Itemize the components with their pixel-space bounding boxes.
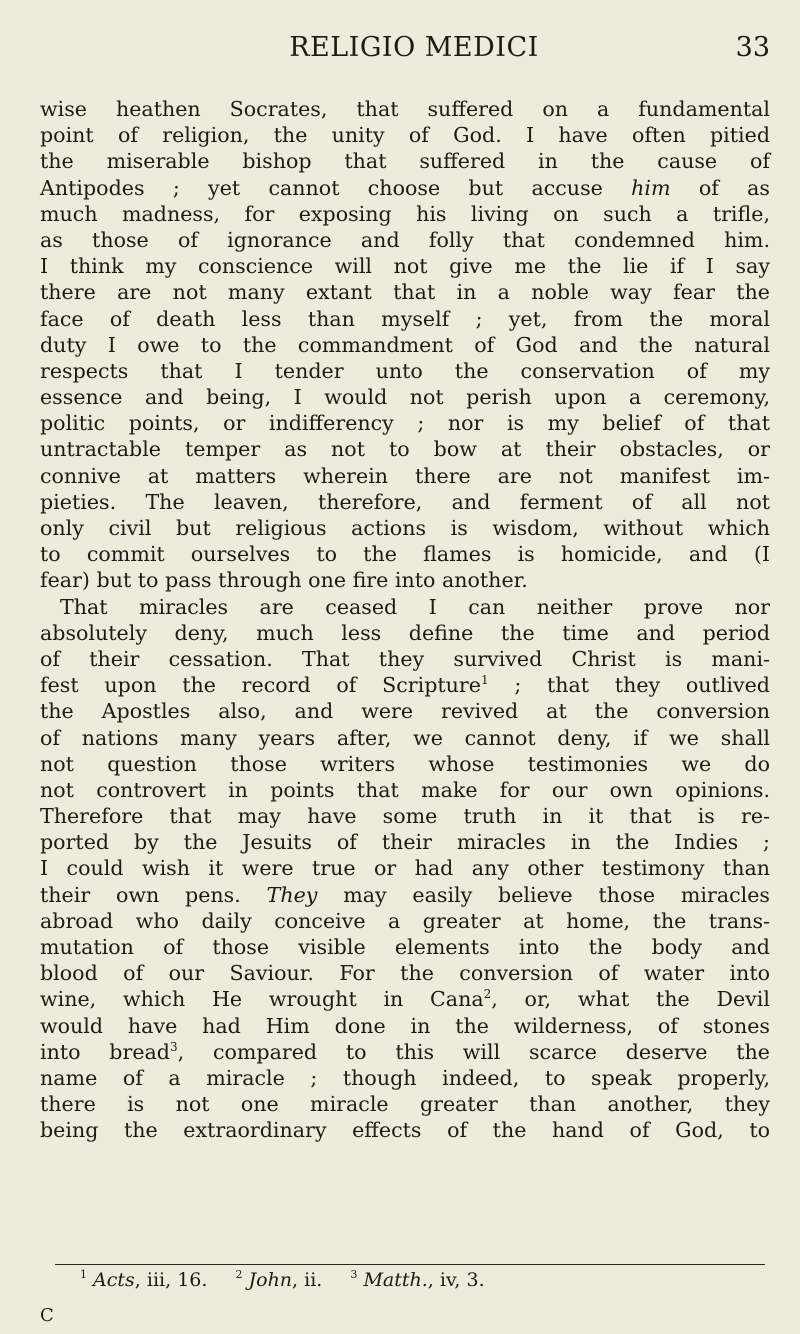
text-line: connive at matters wherein there are not manifest im- xyxy=(40,463,770,488)
text-line: of nations many years after, we cannot deny, if we shall xyxy=(40,725,770,750)
text-line: into bread$^3$, compared to this will scarce deserve the xyxy=(40,1039,770,1064)
text-line: That miracles are ceased I can neither prove nor xyxy=(60,594,770,619)
text-line: face of death less than myself ; yet, from the moral xyxy=(40,306,770,331)
footnote-reference: John xyxy=(248,1269,293,1291)
footnote-reference: Acts xyxy=(93,1269,135,1291)
text-line: duty I owe to the commandment of God and the natural xyxy=(40,332,770,357)
emphasis: They xyxy=(266,882,318,907)
footnote-ref: 3 xyxy=(169,1039,178,1054)
body-text xyxy=(40,96,770,1144)
footnote-location: iv, 3. xyxy=(439,1269,485,1291)
text-line: would have had Him done in the wilderness, of stones xyxy=(40,1013,770,1038)
signature-mark: C xyxy=(40,1305,54,1326)
text-line: fest upon the record of Scripture$^1$ ; that they outlived xyxy=(40,673,770,698)
text-line: as those of ignorance and folly that condemned him. xyxy=(40,227,770,252)
text-line: blood of our Saviour. For the conversion of water into xyxy=(40,961,770,986)
text-line: fear) but to pass through one fire into another. xyxy=(40,568,528,593)
text-line: to commit ourselves to the flames is homicide, and (I xyxy=(40,542,770,567)
running-head xyxy=(58,28,770,68)
text-line: only civil but religious actions is wisdom, without which xyxy=(40,516,770,540)
footnote-reference: Matth. xyxy=(363,1269,428,1291)
text-line: much madness, for exposing his living on such a trifle, xyxy=(40,201,770,226)
page-number: 33 xyxy=(735,32,770,63)
text-line: untractable temper as not to bow at their obstacles, or xyxy=(40,437,770,462)
text-line: there are not many extant that in a noble way fear the xyxy=(40,280,770,305)
footnote-location: ii. xyxy=(304,1269,323,1291)
text-line: Antipodes ; yet cannot choose but accuse him of as xyxy=(40,175,770,200)
text-line: there is not one miracle greater than another, they xyxy=(40,1092,770,1117)
footnote-mark: 3 xyxy=(350,1268,358,1281)
text-line: I think my conscience will not give me the lie if I say xyxy=(40,254,770,279)
footnotes xyxy=(80,1268,760,1292)
text-line: I could wish it were true or had any other testimony than xyxy=(40,856,770,881)
text-line: being the extraordinary effects of the hand of God, to xyxy=(40,1118,770,1143)
text-line: Therefore that may have some truth in it that is re- xyxy=(40,804,770,829)
text-line: respects that I tender unto the conservation of my xyxy=(40,358,770,383)
text-line: not controvert in points that make for our own opinions. xyxy=(40,777,770,802)
text-line: wine, which He wrought in Cana$^2$, or, what the Devil xyxy=(40,987,770,1012)
text-line: politic points, or indifferency ; nor is my belief of that xyxy=(40,411,770,436)
footnote-1: $^1$ Acts, iii, 16. xyxy=(80,1268,208,1291)
footnote-mark: 2 xyxy=(235,1268,243,1281)
emphasis: him xyxy=(631,175,671,200)
footnote-location: iii, 16. xyxy=(146,1269,208,1291)
text-line: abroad who daily conceive a greater at home, the trans- xyxy=(40,908,770,933)
text-line: the miserable bishop that suffered in the cause of xyxy=(40,149,770,174)
text-line: the Apostles also, and were revived at the conversion xyxy=(40,699,770,724)
text-line: essence and being, I would not perish upon a ceremony, xyxy=(40,385,770,410)
footnote-rule xyxy=(55,1264,765,1265)
footnote-2: $^2$ John, ii. xyxy=(235,1268,323,1291)
text-line: point of religion, the unity of God. I have often pitied xyxy=(40,123,770,148)
text-line: name of a miracle ; though indeed, to speak properly, xyxy=(40,1065,770,1090)
footnote-mark: 1 xyxy=(80,1268,87,1281)
footnote-ref: 2 xyxy=(483,987,492,1002)
text-line: wise heathen Socrates, that suffered on a fundamental xyxy=(40,97,770,121)
text-line: of their cessation. That they survived Christ is mani- xyxy=(40,646,770,671)
text-line: mutation of those visible elements into the body and xyxy=(40,935,770,959)
footnote-ref: 1 xyxy=(480,673,489,688)
text-line: pieties. The leaven, therefore, and ferment of all not xyxy=(40,489,770,514)
text-line: their own pens. They may easily believe those miracles xyxy=(40,882,770,907)
text-line: ported by the Jesuits of their miracles in the Indies ; xyxy=(40,830,770,855)
running-title: RELIGIO MEDICI xyxy=(289,32,539,63)
text-line: absolutely deny, much less define the time and period xyxy=(40,620,770,645)
footnote-3: $^3$ Matth., iv, 3. xyxy=(350,1268,485,1291)
text-line: not question those writers whose testimonies we do xyxy=(40,751,770,776)
